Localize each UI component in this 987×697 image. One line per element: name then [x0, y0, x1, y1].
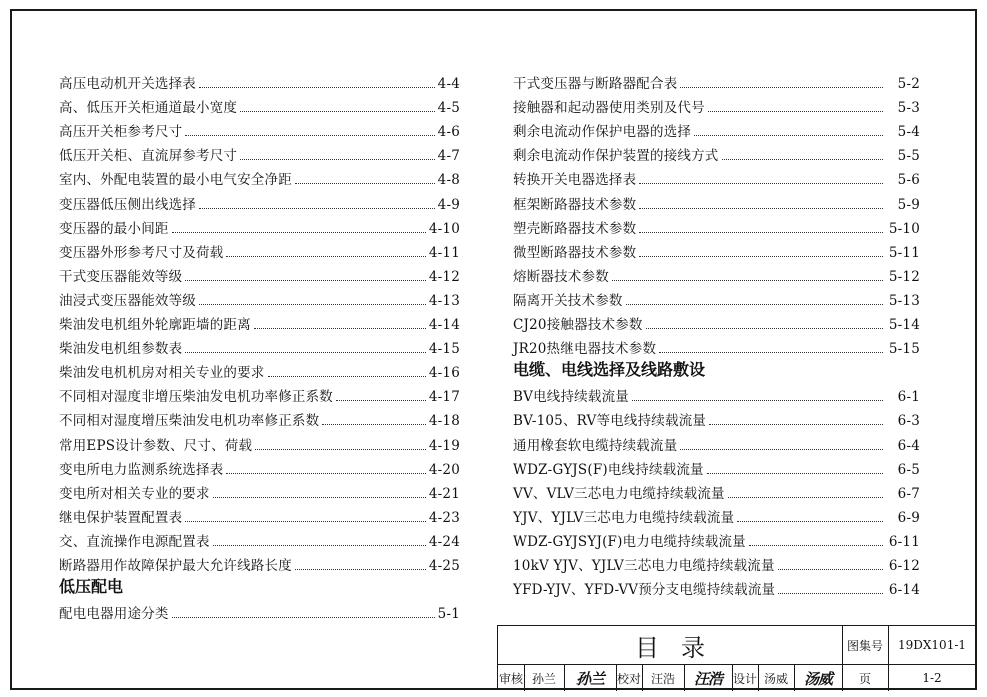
toc-entry — [513, 309, 920, 333]
toc-entry-title: 不同相对湿度非增压柴油发电机功率修正系数 — [59, 389, 333, 406]
title-block-top-row — [498, 626, 977, 665]
review-label: 审核 — [498, 671, 523, 686]
toc-entry-title: YJV、YJLV三芯电力电缆持续载流量 — [513, 509, 735, 526]
dot-leader — [709, 424, 883, 425]
toc-entry — [59, 454, 460, 478]
dot-leader — [639, 232, 883, 233]
toc-entry-page: 5-5 — [897, 148, 920, 165]
toc-entry-title: 框架断路器技术参数 — [513, 196, 637, 213]
toc-entry-title: 油浸式变压器能效等级 — [59, 292, 196, 309]
toc-entry — [513, 116, 920, 140]
dot-leader — [199, 87, 435, 88]
dot-leader — [694, 135, 883, 136]
toc-entry — [513, 550, 920, 574]
atlas-label: 图集号 — [846, 638, 883, 653]
toc-entry — [59, 478, 460, 502]
dot-leader — [255, 449, 426, 450]
toc-entry-page: 4-4 — [437, 76, 460, 93]
toc-entry — [513, 261, 920, 285]
check-name: 汪浩 — [650, 671, 675, 686]
toc-entry-title: 剩余电流动作保护电器的选择 — [513, 124, 692, 141]
dot-leader — [185, 135, 434, 136]
toc-section-heading: 低压配电 — [59, 577, 124, 597]
toc-entry — [513, 188, 920, 212]
toc-entry — [59, 164, 460, 188]
toc-entry-page: 4-23 — [428, 509, 460, 526]
toc-entry — [59, 261, 460, 285]
toc-entry-title: 配电电器用途分类 — [59, 606, 169, 623]
toc-entry-title: WDZ-GYJS(F)电线持续载流量 — [513, 461, 704, 478]
toc-entry — [59, 357, 460, 381]
toc-entry-page: 4-20 — [428, 461, 460, 478]
dot-leader — [749, 545, 883, 546]
toc-right-column — [513, 68, 920, 598]
dot-leader — [659, 352, 883, 353]
toc-entry-page: 4-12 — [428, 268, 460, 285]
dot-leader — [226, 473, 425, 474]
dot-leader — [639, 208, 883, 209]
page-label: 页 — [858, 671, 871, 686]
title-block-signature-row — [498, 665, 977, 691]
toc-entry-title: 变压器的最小间距 — [59, 220, 169, 237]
toc-entry-page: 6-3 — [897, 413, 920, 430]
dot-leader — [172, 617, 435, 618]
toc-entry-page: 4-15 — [428, 341, 460, 358]
toc-entry-title: 柴油发电机组外轮廓距墙的距离 — [59, 317, 251, 334]
dot-leader — [226, 256, 425, 257]
toc-section-heading: 电缆、电线选择及线路敷设 — [513, 360, 706, 380]
dot-leader — [632, 400, 883, 401]
toc-entry-title: 高、低压开关柜通道最小宽度 — [59, 100, 238, 117]
toc-entry-title: 高压电动机开关选择表 — [59, 76, 196, 93]
toc-left-column — [59, 68, 460, 622]
toc-entry — [513, 237, 920, 261]
toc-entry-title: BV电线持续载流量 — [513, 389, 629, 406]
toc-entry-title: JR20热继电器技术参数 — [513, 341, 657, 358]
toc-entry — [513, 502, 920, 526]
dot-leader — [708, 111, 883, 112]
toc-entry — [59, 550, 460, 574]
toc-entry-page: 5-1 — [437, 606, 460, 623]
toc-entry-title: 通用橡套软电缆持续载流量 — [513, 437, 678, 454]
toc-entry-page: 6-12 — [888, 557, 920, 574]
toc-entry — [59, 526, 460, 550]
dot-leader — [778, 569, 883, 570]
toc-entry — [513, 92, 920, 116]
dot-leader — [626, 304, 883, 305]
toc-entry — [513, 526, 920, 550]
drawing-title-cell — [498, 626, 842, 664]
toc-entry-page: 4-25 — [428, 557, 460, 574]
toc-entry-page: 6-9 — [897, 509, 920, 526]
toc-entry-page: 4-16 — [428, 365, 460, 382]
toc-entry-title: 干式变压器能效等级 — [59, 268, 183, 285]
check-label: 校对 — [616, 671, 641, 686]
toc-entry-page: 5-2 — [897, 76, 920, 93]
toc-entry-page: 4-11 — [428, 244, 460, 261]
toc-entry-page: 6-4 — [897, 437, 920, 454]
toc-entry — [59, 237, 460, 261]
dot-leader — [680, 449, 883, 450]
toc-entry — [59, 285, 460, 309]
dot-leader — [185, 280, 426, 281]
atlas-number: 19DX101-1 — [897, 638, 967, 652]
toc-entry-page: 4-9 — [437, 196, 460, 213]
toc-entry-title: 柴油发电机组参数表 — [59, 341, 183, 358]
toc-entry-page: 4-18 — [428, 413, 460, 430]
toc-entry — [59, 140, 460, 164]
toc-entry-title: 断路器用作故障保护最大允许线路长度 — [59, 557, 292, 574]
drawing-title: 目录 — [635, 633, 727, 662]
design-label: 设计 — [732, 671, 757, 686]
toc-entry-page: 6-1 — [897, 389, 920, 406]
dot-leader — [240, 111, 435, 112]
dot-leader — [722, 159, 884, 160]
toc-entry-page: 4-24 — [428, 533, 460, 550]
toc-entry-title: 高压开关柜参考尺寸 — [59, 124, 183, 141]
toc-entry-title: 接触器和起动器使用类别及代号 — [513, 100, 705, 117]
toc-entry-title: 微型断路器技术参数 — [513, 244, 637, 261]
dot-leader — [322, 424, 426, 425]
toc-entry — [513, 429, 920, 453]
dot-leader — [185, 352, 426, 353]
toc-entry-page: 4-8 — [437, 172, 460, 189]
toc-entry-title: 交、直流操作电源配置表 — [59, 533, 210, 550]
dot-leader — [639, 183, 883, 184]
toc-entry — [513, 140, 920, 164]
dot-leader — [240, 159, 435, 160]
toc-entry-page: 4-6 — [437, 124, 460, 141]
toc-entry — [513, 381, 920, 405]
dot-leader — [646, 328, 883, 329]
check-signature: 汪浩 — [693, 669, 722, 688]
toc-entry — [513, 454, 920, 478]
toc-entry-page: 4-17 — [428, 389, 460, 406]
toc-entry-page: 5-15 — [888, 341, 920, 358]
toc-entry-title: 不同相对湿度增压柴油发电机功率修正系数 — [59, 413, 320, 430]
toc-entry — [59, 381, 460, 405]
toc-entry — [513, 213, 920, 237]
toc-entry-title: 塑壳断路器技术参数 — [513, 220, 637, 237]
toc-entry-title: CJ20接触器技术参数 — [513, 317, 643, 334]
dot-leader — [213, 497, 426, 498]
dot-leader — [172, 232, 426, 233]
toc-entry-page: 4-19 — [428, 437, 460, 454]
design-signature: 汤威 — [803, 669, 832, 688]
toc-entry — [59, 309, 460, 333]
toc-entry — [59, 68, 460, 92]
dot-leader — [728, 497, 883, 498]
toc-entry-title: WDZ-GYJSYJ(F)电力电缆持续载流量 — [513, 533, 746, 550]
toc-entry-page: 5-14 — [888, 317, 920, 334]
toc-entry-title: 10kV YJV、YJLV三芯电力电缆持续载流量 — [513, 557, 775, 574]
toc-entry-page: 6-11 — [888, 533, 920, 550]
toc-entry — [513, 478, 920, 502]
review-name: 孙兰 — [531, 671, 556, 686]
dot-leader — [336, 400, 426, 401]
toc-entry-page: 6-5 — [897, 461, 920, 478]
toc-entry-page: 4-7 — [437, 148, 460, 165]
toc-entry-title: 变电所电力监测系统选择表 — [59, 461, 224, 478]
toc-entry-page: 5-10 — [888, 220, 920, 237]
toc-entry-page: 5-13 — [888, 292, 920, 309]
dot-leader — [612, 280, 883, 281]
toc-entry-title: BV-105、RV等电线持续载流量 — [513, 413, 707, 430]
atlas-number-cell — [888, 626, 976, 664]
toc-entry-title: 转换开关电器选择表 — [513, 172, 637, 189]
toc-entry-page: 4-5 — [437, 100, 460, 117]
toc-entry-page: 5-9 — [897, 196, 920, 213]
toc-entry-title: 变压器外形参考尺寸及荷载 — [59, 244, 224, 261]
toc-entry-title: 熔断器技术参数 — [513, 268, 609, 285]
toc-entry — [513, 285, 920, 309]
toc-entry — [59, 333, 460, 357]
toc-entry-page: 6-7 — [897, 485, 920, 502]
toc-entry-title: 室内、外配电装置的最小电气安全净距 — [59, 172, 292, 189]
toc-entry — [59, 598, 460, 622]
toc-entry-title: 剩余电流动作保护装置的接线方式 — [513, 148, 719, 165]
design-name: 汤威 — [763, 671, 788, 686]
toc-entry — [59, 213, 460, 237]
toc-entry — [513, 574, 920, 598]
toc-entry-page: 4-21 — [428, 485, 460, 502]
dot-leader — [199, 208, 435, 209]
dot-leader — [778, 593, 883, 594]
toc-entry-title: 变电所对相关专业的要求 — [59, 485, 210, 502]
atlas-label-cell — [842, 626, 888, 664]
toc-entry-page: 4-14 — [428, 317, 460, 334]
dot-leader — [639, 256, 883, 257]
toc-entry-page: 6-14 — [888, 582, 920, 599]
toc-entry-title: 低压开关柜、直流屏参考尺寸 — [59, 148, 238, 165]
dot-leader — [737, 521, 883, 522]
toc-entry — [513, 164, 920, 188]
dot-leader — [199, 304, 426, 305]
toc-entry-title: YFD-YJV、YFD-VV预分支电缆持续载流量 — [513, 582, 776, 599]
toc-entry-title: VV、VLV三芯电力电缆持续载流量 — [513, 485, 725, 502]
dot-leader — [213, 545, 426, 546]
toc-entry-page: 5-6 — [897, 172, 920, 189]
dot-leader — [254, 328, 426, 329]
title-block — [497, 625, 977, 690]
toc-entry-page: 5-4 — [897, 124, 920, 141]
toc-entry — [59, 92, 460, 116]
dot-leader — [295, 183, 435, 184]
review-signature: 孙兰 — [575, 669, 604, 688]
toc-entry — [59, 116, 460, 140]
toc-entry — [59, 405, 460, 429]
toc-entry-page: 4-13 — [428, 292, 460, 309]
toc-entry — [513, 68, 920, 92]
toc-entry-title: 常用EPS设计参数、尺寸、荷载 — [59, 437, 253, 454]
toc-entry — [513, 333, 920, 357]
toc-entry-title: 干式变压器与断路器配合表 — [513, 76, 678, 93]
toc-entry-title: 变压器低压侧出线选择 — [59, 196, 196, 213]
dot-leader — [680, 87, 883, 88]
dot-leader — [707, 473, 883, 474]
page-number: 1-2 — [922, 671, 942, 685]
toc-entry — [513, 405, 920, 429]
toc-entry-title: 柴油发电机机房对相关专业的要求 — [59, 365, 265, 382]
toc-entry — [59, 188, 460, 212]
dot-leader — [295, 569, 426, 570]
toc-entry-title: 继电保护装置配置表 — [59, 509, 183, 526]
toc-entry-page: 5-11 — [888, 244, 920, 261]
toc-entry-page: 4-10 — [428, 220, 460, 237]
dot-leader — [268, 376, 426, 377]
toc-entry — [59, 429, 460, 453]
toc-entry-page: 5-3 — [897, 100, 920, 117]
dot-leader — [185, 521, 426, 522]
toc-entry-page: 5-12 — [888, 268, 920, 285]
toc-entry — [59, 502, 460, 526]
toc-entry-title: 隔离开关技术参数 — [513, 292, 623, 309]
